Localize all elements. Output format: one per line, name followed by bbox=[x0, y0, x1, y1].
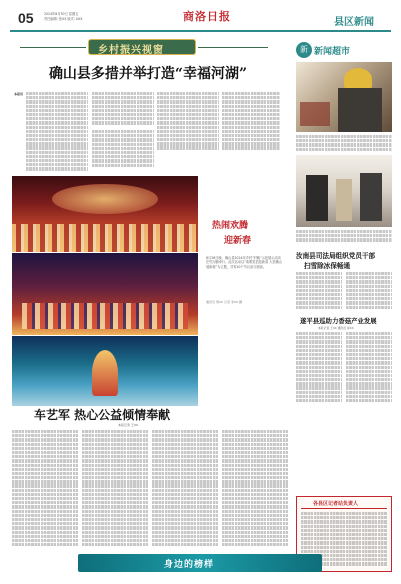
stage-photo-top bbox=[12, 176, 198, 252]
right-story-2-body-col-2 bbox=[346, 332, 392, 406]
paper-name-logo: 商洛日报 bbox=[183, 10, 231, 23]
right-story-1-headline-1: 汝南县司法局组织党员干部 bbox=[296, 252, 376, 260]
page-number: 05 bbox=[18, 10, 34, 26]
stage-photo-middle bbox=[12, 253, 198, 335]
news-tag-badge: 新 bbox=[296, 42, 312, 58]
header-rule bbox=[10, 30, 391, 32]
banner-line-right bbox=[198, 47, 268, 48]
photo-caption-title-2: 迎新春 bbox=[224, 236, 252, 246]
section-title: 县区新闻 bbox=[334, 17, 374, 28]
section-banner bbox=[10, 36, 280, 58]
photo-caption-credit: 通讯员 周XX 记者 李XX 摄 bbox=[206, 300, 243, 304]
mall-caption bbox=[296, 230, 392, 244]
banner-title: 乡村振兴视窗 bbox=[98, 45, 164, 56]
lead-byline: 本报讯 bbox=[14, 92, 24, 96]
photo-caption-title-1: 热闹欢腾 bbox=[212, 221, 249, 231]
bottom-body-col-2 bbox=[82, 430, 148, 552]
bottom-byline: 本报记者 王XX bbox=[118, 423, 139, 427]
bottom-headline: 车艺军 热心公益倾情奉献 bbox=[34, 408, 171, 422]
reporter-station-title: 各县区记者站负责人 bbox=[313, 501, 359, 507]
page-header bbox=[0, 0, 401, 36]
news-tag-label: 新闻超市 bbox=[314, 47, 351, 57]
lead-body-col-1 bbox=[26, 92, 88, 172]
right-story-1-body-col-2 bbox=[346, 272, 392, 310]
stage-photo-bottom bbox=[12, 336, 198, 406]
editor-line: 责任编辑: 张XX 版式: XXX bbox=[44, 17, 83, 21]
firefighter-caption bbox=[296, 135, 392, 153]
photo-caption-body: 8月26日晚，确山县2024年乡村“村晚”示范展示活动在竹沟镇举行。此次活动以“欢歌笑语迎新春 大美确山展新貌”为主题，共有20个节目参与展演。 bbox=[206, 256, 282, 269]
footer-banner-label: 身边的榜样 bbox=[164, 560, 215, 570]
right-story-1-body-col-1 bbox=[296, 272, 342, 310]
lead-body-col-5 bbox=[92, 130, 154, 172]
mall-photo bbox=[296, 155, 392, 227]
firefighter-photo bbox=[296, 62, 392, 132]
news-tag bbox=[296, 42, 392, 58]
lead-body-col-3 bbox=[157, 92, 219, 154]
lead-body-col-2 bbox=[92, 92, 154, 128]
right-story-1-headline-2: 扫雪除冰保畅通 bbox=[304, 262, 351, 270]
bottom-body-col-4 bbox=[222, 430, 288, 552]
right-story-2-body-col-1 bbox=[296, 332, 342, 406]
lead-headline: 确山县多措并举打造“幸福河湖” bbox=[48, 66, 248, 82]
bottom-body-col-1 bbox=[12, 430, 78, 552]
footer-banner bbox=[78, 554, 322, 572]
banner-line-left bbox=[20, 47, 86, 48]
right-story-2-byline: 本报记者 王XX 通讯员 李XX bbox=[318, 326, 354, 330]
reporter-station-rule bbox=[301, 508, 387, 509]
right-story-2-headline: 遂平县巡助力香菇产业发展 bbox=[300, 317, 377, 325]
lead-body-col-4 bbox=[222, 92, 280, 154]
bottom-body-col-3 bbox=[152, 430, 218, 552]
date-line: 2024年8月30日 星期五 bbox=[44, 12, 79, 16]
